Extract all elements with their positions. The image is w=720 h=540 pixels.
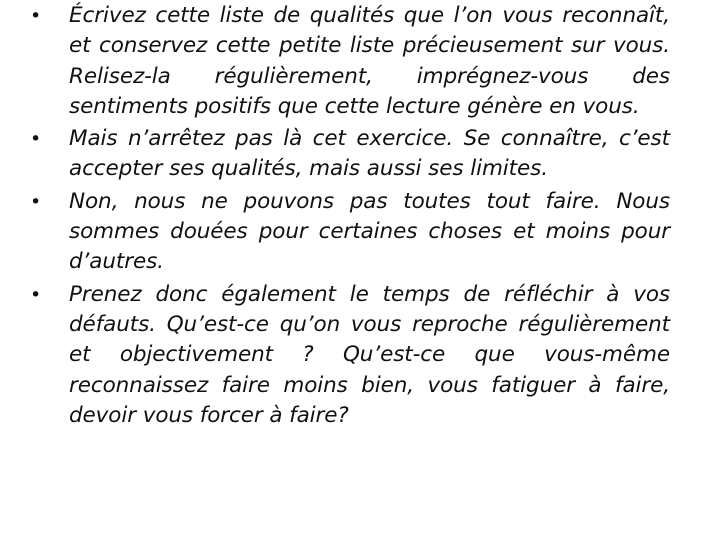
bullet-text: Mais n’arrêtez pas là cet exercice. Se connaître, c’est accepter ses qualités, mais aussi ses limites. [69,126,670,182]
bullet-text: Prenez donc également le temps de réfléchir à vos défauts. Qu’est-ce qu’on vous reproche régulièrement et objectivement ? Qu’est-ce que vous-même reconnaissez faire moins bien, vous fatiguer à faire, devoir vous forcer à faire? [69,281,670,428]
bullet-icon: • [30,283,42,306]
bullet-icon: • [30,5,42,27]
bullet-icon: • [30,190,42,213]
bullet-list [24,1,670,433]
bullet-text: Écrivez cette liste de qualités que l’on vous reconnaît, et conservez cette petite liste précieusement sur vous. Relisez-la régulièrement, imprégnez-vous des sentiments positifs que cette lecture génère en vous. [69,3,670,119]
bullet-item-1 [24,1,670,122]
bullet-icon: • [30,128,42,151]
bullet-item-2 [24,124,670,185]
bullet-item-3 [24,187,670,278]
bullet-text: Non, nous ne pouvons pas toutes tout faire. Nous sommes douées pour certaines choses et moins pour d’autres. [69,188,670,275]
bullet-item-4 [24,280,670,431]
